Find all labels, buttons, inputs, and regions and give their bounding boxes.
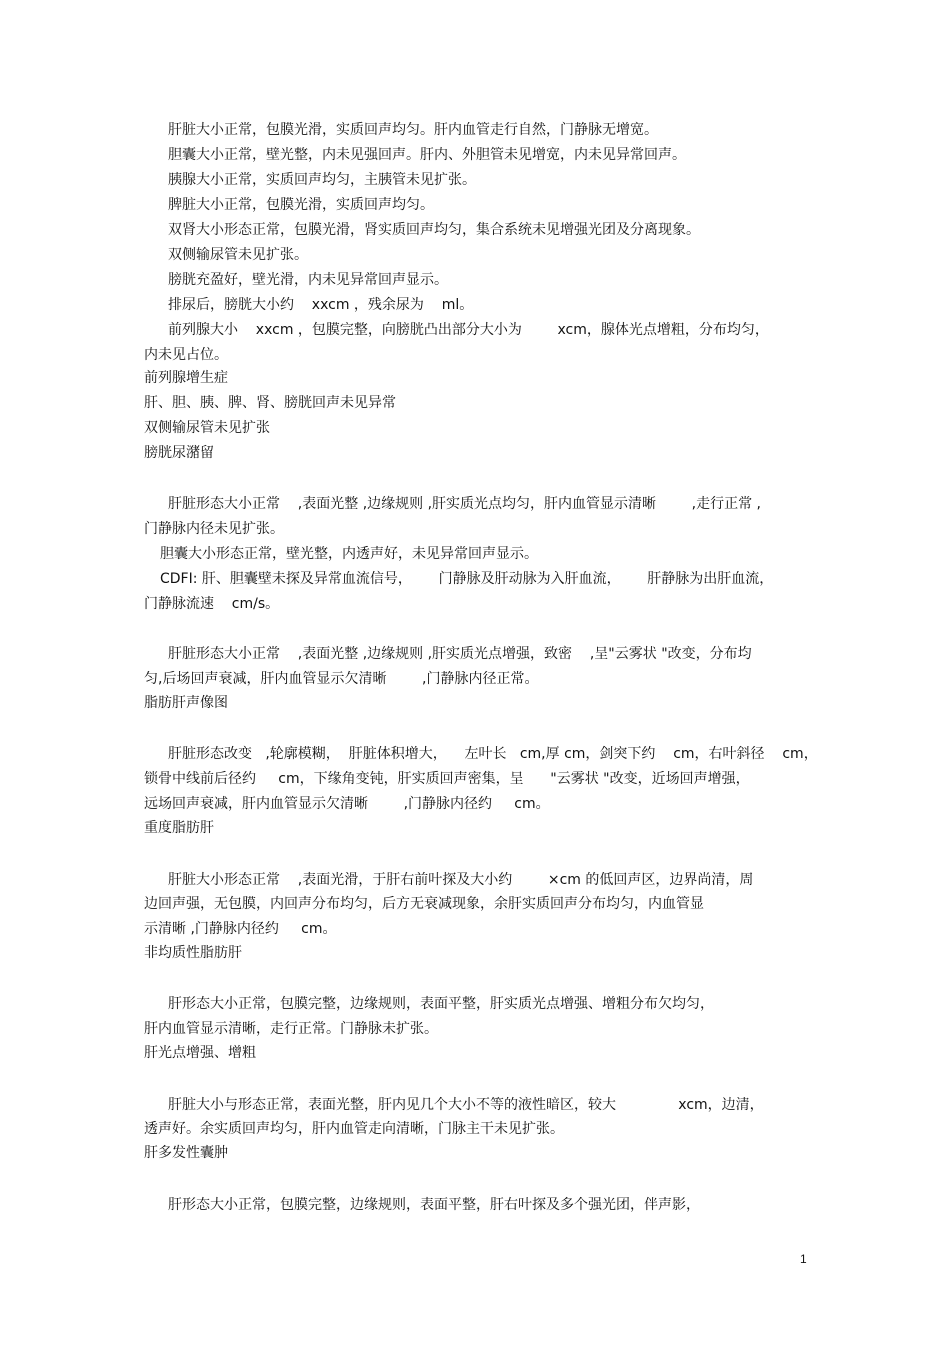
text-line: 示清晰 ,门静脉内径约 cm。 xyxy=(144,921,337,937)
text-line: 肝形态大小正常，包膜完整，边缘规则，表面平整，肝右叶探及多个强光团，伴声影， xyxy=(168,1197,700,1213)
diagnosis-heading: 膀胱尿潴留 xyxy=(144,445,214,461)
text-line: 脾脏大小正常，包膜光滑，实质回声均匀。 xyxy=(168,197,434,213)
text-line: 肝脏形态大小正常 ,表面光整 ,边缘规则 ,肝实质光点均匀，肝内血管显示清晰 ,走行正常 , xyxy=(168,496,762,512)
text-line: 匀,后场回声衰减，肝内血管显示欠清晰 ,门静脉内径正常。 xyxy=(144,671,539,687)
diagnosis-heading: 肝、胆、胰、脾、肾、膀胱回声未见异常 xyxy=(144,395,396,411)
diagnosis-heading: 非均质性脂肪肝 xyxy=(144,945,242,961)
text-line: 肝形态大小正常，包膜完整，边缘规则，表面平整，肝实质光点增强、增粗分布欠均匀， xyxy=(168,996,714,1012)
text-line: 远场回声衰减，肝内血管显示欠清晰 ,门静脉内径约 cm。 xyxy=(144,796,550,812)
text-line: 前列腺大小 xxcm ，包膜完整，向膀胱凸出部分大小为 xcm，腺体光点增粗，分布均匀， xyxy=(168,322,769,338)
text-line: 锁骨中线前后径约 cm，下缘角变钝，肝实质回声密集，呈 "云雾状 "改变，近场回声增强， xyxy=(144,771,750,787)
text-line: 门静脉内径未见扩张。 xyxy=(144,521,284,537)
text-line: 肝脏形态改变 ,轮廓模糊， 肝脏体积增大， 左叶长 cm,厚 cm，剑突下约 cm，右叶斜径 cm， xyxy=(168,746,818,762)
text-line: 肝内血管显示清晰，走行正常。门静脉未扩张。 xyxy=(144,1021,438,1037)
text-line: 肝脏大小形态正常 ,表面光滑，于肝右前叶探及大小约 ×cm 的低回声区，边界尚清，周 xyxy=(168,872,754,888)
diagnosis-heading: 前列腺增生症 xyxy=(144,370,228,386)
text-line: 肝脏形态大小正常 ,表面光整 ,边缘规则 ,肝实质光点增强，致密 ,呈"云雾状 "改变，分布均 xyxy=(168,646,752,662)
text-line: 胰腺大小正常，实质回声均匀，主胰管未见扩张。 xyxy=(168,172,476,188)
text-line: 排尿后，膀胱大小约 xxcm ，残余尿为 ml。 xyxy=(168,297,474,313)
text-line: 双侧输尿管未见扩张。 xyxy=(168,247,308,263)
text-line: 透声好。余实质回声均匀，肝内血管走向清晰，门脉主干未见扩张。 xyxy=(144,1121,564,1137)
diagnosis-heading: 肝多发性囊肿 xyxy=(144,1145,228,1161)
diagnosis-heading: 双侧输尿管未见扩张 xyxy=(144,420,270,436)
text-line: 胆囊大小正常，壁光整，内未见强回声。肝内、外胆管未见增宽，内未见异常回声。 xyxy=(168,147,686,163)
text-line: 双肾大小形态正常，包膜光滑，肾实质回声均匀，集合系统未见增强光团及分离现象。 xyxy=(168,222,700,238)
text-line: 内未见占位。 xyxy=(144,347,228,363)
diagnosis-heading: 重度脂肪肝 xyxy=(144,820,214,836)
text-line: 膀胱充盈好，壁光滑，内未见异常回声显示。 xyxy=(168,272,448,288)
text-line: 胆囊大小形态正常，壁光整，内透声好，未见异常回声显示。 xyxy=(160,546,538,562)
diagnosis-heading: 脂肪肝声像图 xyxy=(144,695,228,711)
text-line: 门静脉流速 cm/s。 xyxy=(144,596,280,612)
text-line: 边回声强，无包膜，内回声分布均匀，后方无衰减现象，余肝实质回声分布均匀，内血管显 xyxy=(144,896,704,912)
text-line: CDFI: 肝、胆囊壁未探及异常血流信号， 门静脉及肝动脉为入肝血流， 肝静脉为出肝血流， xyxy=(160,571,774,587)
diagnosis-heading: 肝光点增强、增粗 xyxy=(144,1045,256,1061)
page-number: 1 xyxy=(800,1252,807,1266)
text-line: 肝脏大小与形态正常，表面光整，肝内见几个大小不等的液性暗区，较大 xcm，边清， xyxy=(168,1097,764,1113)
text-line: 肝脏大小正常，包膜光滑，实质回声均匀。肝内血管走行自然，门静脉无增宽。 xyxy=(168,122,658,138)
